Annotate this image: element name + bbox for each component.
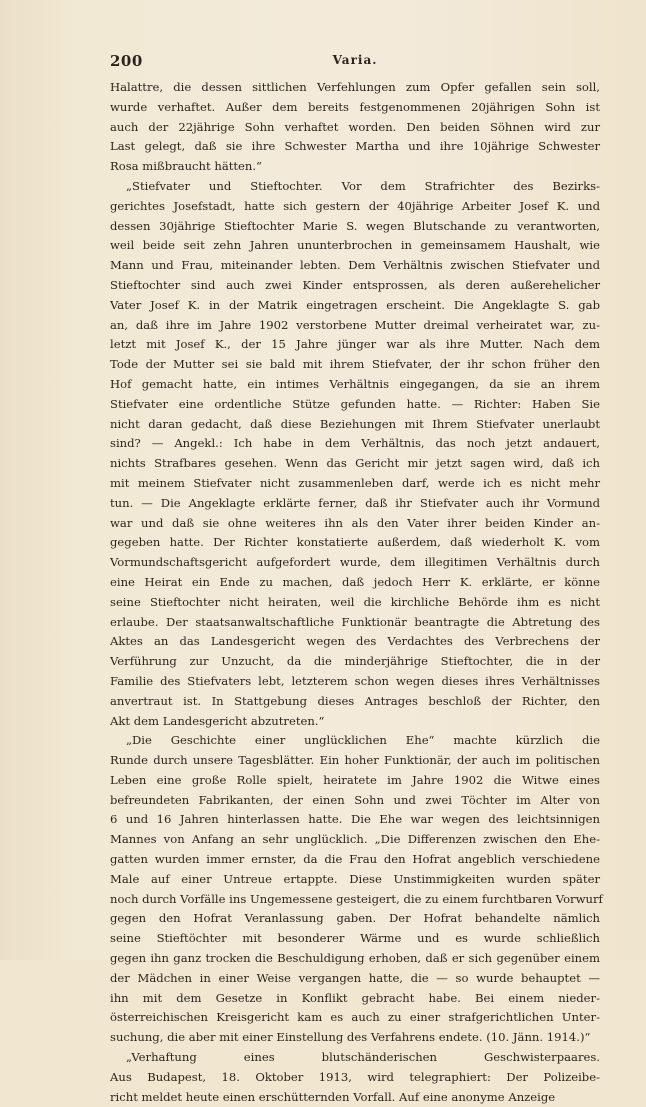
text-line: „Die Geschichte einer unglücklichen Ehe“ machte kürzlich die: [126, 733, 600, 748]
text-line: sind? — Angekl.: Ich habe in dem Verhältnis, das noch jetzt andauert,: [110, 436, 600, 451]
text-line: eine Heirat ein Ende zu machen, daß jedoch Herr K. erklärte, er könne: [110, 574, 600, 589]
text-line: war und daß sie ohne weiteres ihn als den Vater ihrer beiden Kinder an-: [110, 515, 600, 530]
text-line: an, daß ihre im Jahre 1902 verstorbene Mutter dreimal verheiratet war, zu-: [110, 317, 600, 332]
text-line: dessen 30jährige Stieftochter Marie S. wegen Blutschande zu verantworten,: [110, 218, 600, 233]
text-line: Verführung zur Unzucht, da die minderjährige Stieftochter, die in der: [110, 654, 600, 669]
text-line: Tode der Mutter sei sie bald mit ihrem Stiefvater, der ihr schon früher den: [110, 357, 600, 372]
text-line: „Verhaftung eines blutschänderischen Geschwisterpaares.: [126, 1050, 600, 1065]
text-line: Aktes an das Landesgericht wegen des Verdachtes des Verbrechens der: [110, 634, 600, 649]
text-line: österreichischen Kreisgericht kam es auch zu einer strafgerichtlichen Unter-: [110, 1010, 600, 1025]
text-line: Halattre, die dessen sittlichen Verfehlungen zum Opfer gefallen sein soll,: [110, 80, 600, 94]
text-line: Last gelegt, daß sie ihre Schwester Martha und ihre 10jährige Schwester: [110, 139, 600, 154]
text-line: mit meinem Stiefvater nicht zusammenleben darf, werde ich es nicht mehr: [110, 475, 600, 490]
text-line: Mannes von Anfang an sehr unglücklich. „Die Differenzen zwischen den Ehe-: [110, 832, 600, 847]
text-line: Mann und Frau, miteinander lebten. Dem Verhältnis zwischen Stiefvater und: [110, 258, 600, 273]
paragraph: [110, 1048, 600, 1107]
page-header: [110, 52, 600, 72]
text-line: Rosa mißbraucht hätten.“: [110, 159, 262, 174]
text-line: noch durch Vorfälle ins Ungemessene gesteigert, die zu einem furchtbaren Vorwurf: [110, 891, 603, 906]
text-line: gerichtes Josefstadt, hatte sich gestern der 40jährige Arbeiter Josef K. und: [110, 198, 600, 213]
text-line: Stiefvater eine ordentliche Stütze gefunden hatte. — Richter: Haben Sie: [110, 396, 600, 411]
text-line: der Mädchen in einer Weise vergangen hatte, die — so wurde behauptet —: [110, 970, 600, 985]
text-line: seine Stieftochter nicht heiraten, weil die kirchliche Behörde ihm es nicht: [110, 594, 600, 609]
text-line: erlaube. Der staatsanwaltschaftliche Funktionär beantragte die Abtretung des: [110, 614, 600, 629]
text-line: nichts Strafbares gesehen. Wenn das Gericht mir jetzt sagen wird, daß ich: [110, 456, 600, 471]
paragraph: [110, 78, 600, 177]
text-line: Aus Budapest, 18. Oktober 1913, wird telegraphiert: Der Polizeibe-: [110, 1069, 600, 1084]
text-line: Hof gemacht hatte, ein intimes Verhältnis eingegangen, da sie an ihrem: [110, 376, 600, 391]
text-line: nicht daran gedacht, daß diese Beziehungen mit Ihrem Stiefvater unerlaubt: [110, 416, 600, 431]
text-line: seine Stieftöchter mit besonderer Wärme und es wurde schließlich: [110, 931, 600, 946]
body-text: [110, 78, 603, 1107]
text-line: tun. — Die Angeklagte erklärte ferner, daß ihr Stiefvater auch ihr Vormund: [110, 495, 600, 510]
text-line: gegeben hatte. Der Richter konstatierte außerdem, daß wiederholt K. vom: [110, 535, 600, 550]
text-line: Vormundschaftsgericht aufgefordert wurde, dem illegitimen Verhältnis durch: [110, 555, 600, 570]
text-line: anvertraut ist. In Stattgebung dieses Antrages beschloß der Richter, den: [110, 693, 600, 708]
text-line: suchung, die aber mit einer Einstellung des Verfahrens endete. (10. Jänn. 1914.)“: [110, 1030, 591, 1045]
text-line: Leben eine große Rolle spielt, heiratete im Jahre 1902 die Witwe eines: [110, 772, 600, 787]
text-line: 6 und 16 Jahren hinterlassen hatte. Die Ehe war wegen des leichtsinnigen: [110, 812, 600, 827]
text-line: Runde durch unsere Tagesblätter. Ein hoher Funktionär, der auch im politischen: [110, 753, 600, 768]
text-line: ihn mit dem Gesetze in Konflikt gebracht habe. Bei einem nieder-: [110, 990, 600, 1005]
text-line: letzt mit Josef K., der 15 Jahre jünger war als ihre Mutter. Nach dem: [110, 337, 600, 352]
text-line: Vater Josef K. in der Matrik eingetragen erscheint. Die Angeklagte S. gab: [110, 297, 600, 312]
text-line: gegen den Hofrat Veranlassung gaben. Der Hofrat behandelte nämlich: [110, 911, 600, 926]
text-line: richt meldet heute einen erschütternden Vorfall. Auf eine anonyme Anzeige: [110, 1089, 556, 1104]
text-line: Male auf einer Untreue ertappte. Diese Unstimmigkeiten wurden später: [110, 871, 600, 886]
text-line: weil beide seit zehn Jahren ununterbrochen in gemeinsamem Haushalt, wie: [110, 238, 600, 253]
text-line: befreundeten Fabrikanten, der einen Sohn und zwei Töchter im Alter von: [110, 792, 600, 807]
page-number: 200: [110, 52, 143, 70]
running-title: Varia.: [332, 53, 378, 67]
paragraph: [110, 731, 603, 1048]
paragraph: [110, 177, 600, 731]
text-line: Familie des Stiefvaters lebt, letzterem schon wegen dieses ihres Verhältnisses: [110, 673, 600, 688]
text-line: gatten wurden immer ernster, da die Frau den Hofrat angeblich verschiedene: [110, 852, 600, 867]
text-line: auch der 22jährige Sohn verhaftet worden. Den beiden Söhnen wird zur: [110, 119, 600, 134]
text-line: „Stiefvater und Stieftochter. Vor dem Strafrichter des Bezirks-: [126, 178, 600, 193]
text-line: Akt dem Landesgericht abzutreten.“: [110, 713, 325, 728]
text-line: Stieftochter sind auch zwei Kinder entsprossen, als deren außerehelicher: [110, 277, 600, 292]
text-line: wurde verhaftet. Außer dem bereits festgenommenen 20jährigen Sohn ist: [110, 99, 600, 114]
text-line: gegen ihn ganz trocken die Beschuldigung erhoben, daß er sich gegenüber einem: [110, 951, 600, 966]
